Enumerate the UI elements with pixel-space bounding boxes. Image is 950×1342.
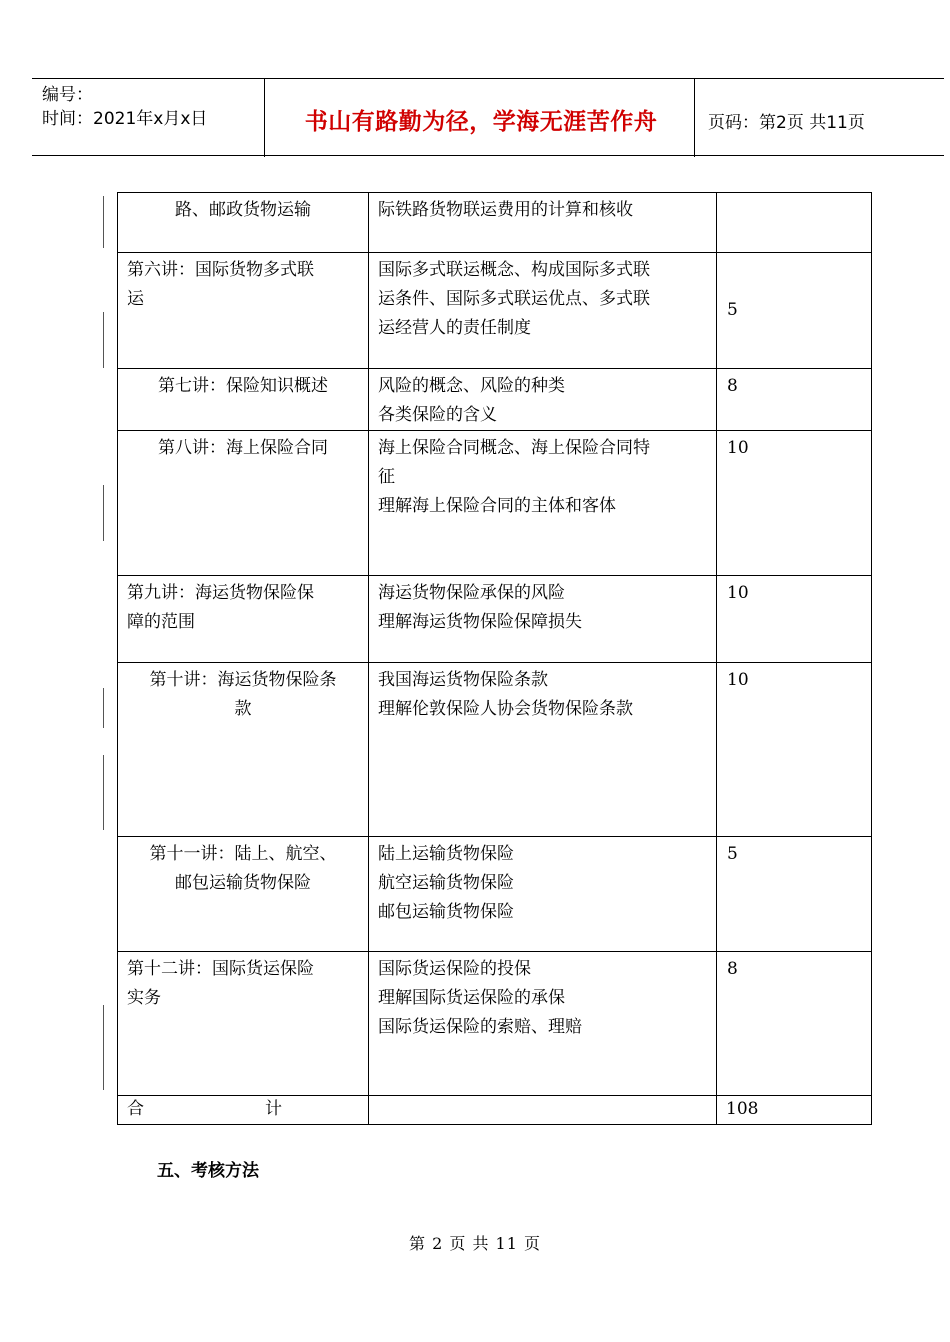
content-cell <box>369 576 717 663</box>
revision-bar <box>103 312 104 368</box>
header-meta <box>42 83 207 131</box>
page-footer: 第 2 页 共 11 页 <box>409 1234 541 1253</box>
content-line: 邮包运输货物保险 <box>378 902 514 922</box>
content-line: 陆上运输货物保险 <box>378 844 514 864</box>
content-cell <box>369 193 717 253</box>
table-row <box>118 369 872 431</box>
total-content-cell <box>369 1096 717 1125</box>
lecture-line: 第九讲：海运货物保险保 <box>127 583 314 603</box>
hours-cell: 10 <box>717 663 872 837</box>
table-row <box>118 663 872 837</box>
content-line: 各类保险的含义 <box>378 405 497 425</box>
content-cell <box>369 369 717 431</box>
content-line: 海上保险合同概念、海上保险合同特 <box>378 438 650 458</box>
revision-bar <box>103 1005 104 1090</box>
table-total-row <box>118 1096 872 1125</box>
content-line: 运条件、国际多式联运优点、多式联 <box>378 289 650 309</box>
lecture-cell <box>118 253 369 369</box>
lecture-cell <box>118 837 369 952</box>
lecture-line: 邮包运输货物保险 <box>175 873 311 893</box>
revision-bar <box>103 485 104 541</box>
content-line: 理解海运货物保险保障损失 <box>378 612 582 632</box>
content-cell <box>369 837 717 952</box>
lecture-line: 款 <box>234 699 252 719</box>
content-line: 国际货运保险的索赔、理赔 <box>378 1017 582 1037</box>
course-schedule-body <box>118 193 872 1125</box>
content-line: 国际多式联运概念、构成国际多式联 <box>378 260 650 280</box>
content-line: 征 <box>378 467 395 487</box>
lecture-line: 第六讲：国际货物多式联 <box>127 260 314 280</box>
lecture-cell <box>118 193 369 253</box>
content-line: 海运货物保险承保的风险 <box>378 583 565 603</box>
header-divider-right <box>694 79 695 157</box>
content-cell <box>369 952 717 1096</box>
content-line: 运经营人的责任制度 <box>378 318 531 338</box>
lecture-cell <box>118 663 369 837</box>
table-row <box>118 952 872 1096</box>
lecture-line: 运 <box>127 289 144 309</box>
content-line: 我国海运货物保险条款 <box>378 670 548 690</box>
lecture-line: 第七讲：保险知识概述 <box>158 376 328 396</box>
page-header <box>32 78 944 156</box>
doc-time-label: 时间：2021年x月x日 <box>42 109 208 129</box>
lecture-line: 第十讲：海运货物保险条 <box>149 670 337 690</box>
hours-cell: 10 <box>717 431 872 576</box>
header-divider-left <box>264 79 265 157</box>
revision-bar <box>103 688 104 728</box>
lecture-line: 路、邮政货物运输 <box>175 200 311 220</box>
lecture-cell <box>118 952 369 1096</box>
doc-number-label: 编号： <box>42 85 93 105</box>
content-line: 理解海上保险合同的主体和客体 <box>378 496 616 516</box>
content-line: 际铁路货物联运费用的计算和核收 <box>378 200 633 220</box>
content-cell <box>369 253 717 369</box>
lecture-cell <box>118 576 369 663</box>
table-row <box>118 193 872 253</box>
content-line: 理解伦敦保险人协会货物保险条款 <box>378 699 633 719</box>
content-line: 风险的概念、风险的种类 <box>378 376 565 396</box>
hours-cell <box>717 193 872 253</box>
lecture-line: 实务 <box>127 988 161 1008</box>
content-line: 航空运输货物保险 <box>378 873 514 893</box>
section-title: 五、考核方法 <box>157 1161 259 1181</box>
revision-bar <box>103 196 104 248</box>
total-label <box>127 1096 282 1122</box>
content-cell <box>369 431 717 576</box>
lecture-cell <box>118 431 369 576</box>
content-line: 国际货运保险的投保 <box>378 959 531 979</box>
lecture-line: 障的范围 <box>127 612 195 632</box>
content-cell <box>369 663 717 837</box>
hours-cell: 5 <box>717 253 872 369</box>
table-row <box>118 253 872 369</box>
content-line: 理解国际货运保险的承保 <box>378 988 565 1008</box>
header-page-number: 页码：第2页 共11页 <box>708 113 865 133</box>
table-row <box>118 837 872 952</box>
lecture-line: 第八讲：海上保险合同 <box>158 438 328 458</box>
header-motto: 书山有路勤为径，学海无涯苦作舟 <box>304 109 658 135</box>
total-hours-cell: 108 <box>717 1096 872 1125</box>
hours-cell: 8 <box>717 369 872 431</box>
total-label-cell <box>118 1096 369 1125</box>
total-label-left: 合 <box>127 1099 144 1119</box>
table-row <box>118 431 872 576</box>
lecture-line: 第十一讲：陆上、航空、 <box>149 844 337 864</box>
revision-bar <box>103 755 104 830</box>
lecture-line: 第十二讲：国际货运保险 <box>127 959 314 979</box>
course-schedule-table <box>117 192 872 1125</box>
lecture-cell <box>118 369 369 431</box>
total-label-right: 计 <box>265 1099 282 1119</box>
table-row <box>118 576 872 663</box>
hours-cell: 5 <box>717 837 872 952</box>
hours-cell: 10 <box>717 576 872 663</box>
hours-cell: 8 <box>717 952 872 1096</box>
